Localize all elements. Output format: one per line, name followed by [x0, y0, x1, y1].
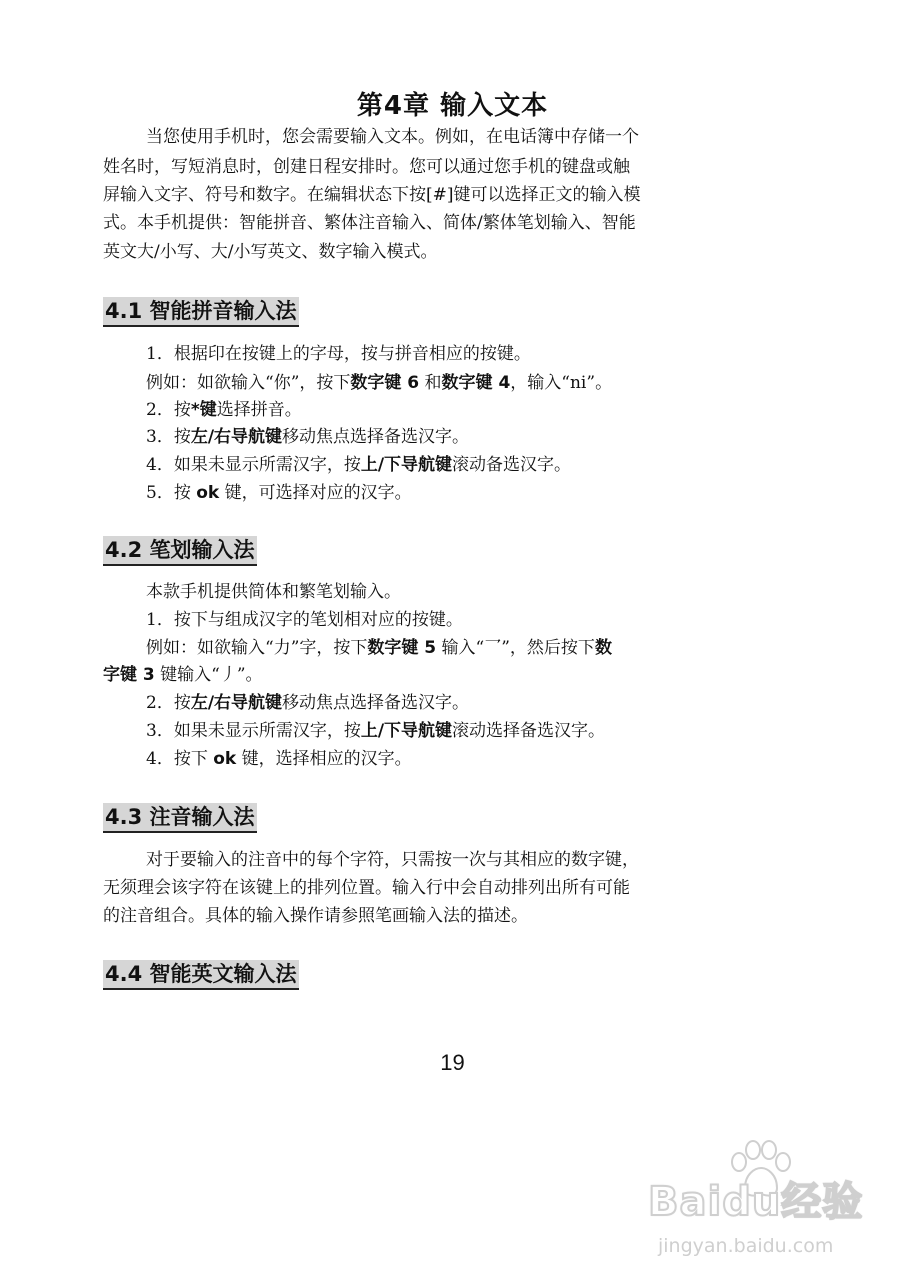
- step-line: 2．按左/右导航键移动焦点选择备选汉字。: [146, 693, 470, 713]
- step-line: 4．按下 ok 键，选择相应的汉字。: [146, 749, 412, 769]
- step-line: 3．如果未显示所需汉字，按上/下导航键滚动选择备选汉字。: [146, 721, 606, 741]
- section-heading-4-3: 4.3 注音输入法: [103, 803, 257, 833]
- intro-line: 式。本手机提供：智能拼音、繁体注音输入、简体/繁体笔划输入、智能: [103, 213, 636, 233]
- paragraph-line: 对于要输入的注音中的每个字符，只需按一次与其相应的数字键，: [146, 850, 639, 870]
- intro-line: 姓名时，写短消息时，创建日程安排时。您可以通过您手机的键盘或触: [103, 157, 630, 177]
- intro-line: 英文大/小写、大/小写英文、数字输入模式。: [103, 242, 438, 262]
- example-line: 例如：如欲输入“力”字，按下数字键 5 输入“乛”，然后按下数: [146, 638, 612, 658]
- step-line: 3．按左/右导航键移动焦点选择备选汉字。: [146, 427, 470, 447]
- watermark-logo: Baidu经验: [648, 1179, 864, 1225]
- section-heading-4-2: 4.2 笔划输入法: [103, 536, 257, 566]
- baidu-watermark: [640, 1140, 870, 1270]
- page-number: 19: [440, 1050, 465, 1075]
- chapter-title: 第4章 输入文本: [356, 91, 549, 121]
- step-line: 5．按 ok 键，可选择对应的汉字。: [146, 483, 412, 503]
- step-line: 1．按下与组成汉字的笔划相对应的按键。: [146, 610, 463, 630]
- section-heading-4-1: 4.1 智能拼音输入法: [103, 297, 299, 327]
- step-line: 2．按*键选择拼音。: [146, 400, 302, 420]
- section-heading-4-4: 4.4 智能英文输入法: [103, 960, 299, 990]
- example-line: 字键 3 键输入“丿”。: [103, 665, 263, 685]
- step-line: 1．根据印在按键上的字母，按与拼音相应的按键。: [146, 344, 531, 364]
- paragraph-line: 本款手机提供简体和繁笔划输入。: [146, 582, 401, 602]
- watermark-url: jingyan.baidu.com: [658, 1235, 834, 1257]
- paragraph-line: 的注音组合。具体的输入操作请参照笔画输入法的描述。: [103, 906, 528, 926]
- example-line: 例如：如欲输入“你”，按下数字键 6 和数字键 4，输入“ni”。: [146, 373, 613, 393]
- intro-line: 当您使用手机时，您会需要输入文本。例如，在电话簿中存储一个: [146, 127, 639, 147]
- paragraph-line: 无须理会该字符在该键上的排列位置。输入行中会自动排列出所有可能: [103, 878, 630, 898]
- step-line: 4．如果未显示所需汉字，按上/下导航键滚动备选汉字。: [146, 455, 572, 475]
- intro-line: 屏输入文字、符号和数字。在编辑状态下按[#]键可以选择正文的输入模: [103, 185, 641, 205]
